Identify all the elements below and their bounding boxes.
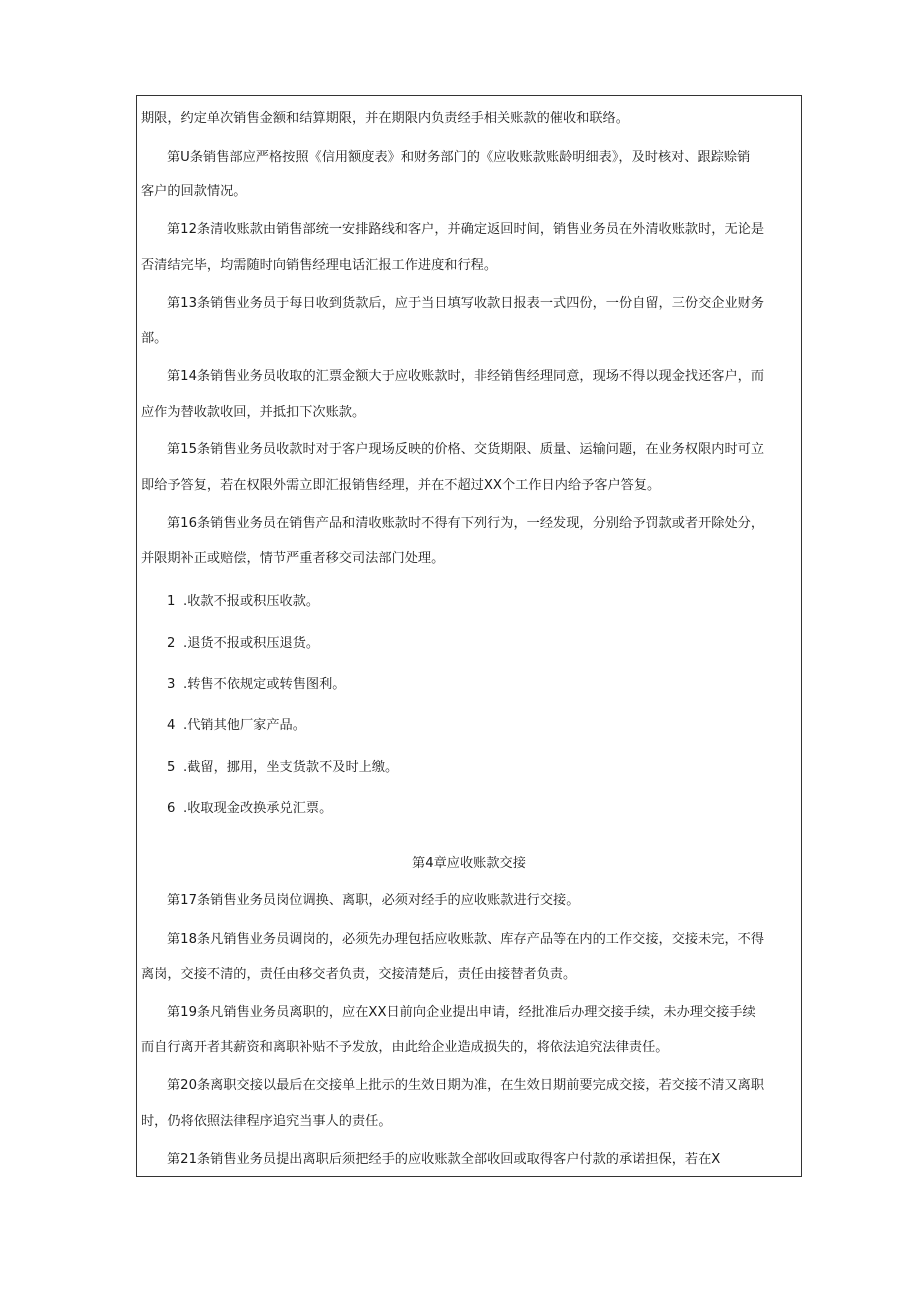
list-item — [141, 799, 797, 819]
article-20-line-2: 时，仍将依照法律程序追究当事人的责任。 — [141, 1114, 392, 1129]
list-item — [141, 758, 797, 778]
article-11-line-1: 第U条销售部应严格按照《信用额度表》和财务部门的《应收账款账龄明细表》，及时核对、跟踪赊销 — [167, 150, 751, 165]
article-21-line-1: 第21条销售业务员提出离职后须把经手的应收账款全部收回或取得客户付款的承诺担保，若在X — [167, 1152, 721, 1167]
article-13-line-2: 部。 — [141, 331, 168, 346]
list-item-number: 1 — [167, 594, 176, 609]
list-item-text: .退货不报或积压退货。 — [183, 636, 320, 651]
document-frame — [136, 95, 802, 1177]
list-item — [141, 634, 797, 654]
document-body — [141, 96, 797, 1176]
chapter-title: 第4章应收账款交接 — [412, 856, 526, 871]
list-item-text: .收款不报或积压收款。 — [183, 594, 320, 609]
article-12-line-1: 第12条清收账款由销售部统一安排路线和客户，并确定返回时间，销售业务员在外清收账款时，无论是 — [167, 222, 765, 237]
list-item-text: .收取现金改换承兑汇票。 — [183, 801, 333, 816]
list-item-number: 5 — [167, 760, 176, 775]
article-12-line-2: 否清结完毕，均需随时向销售经理电话汇报工作进度和行程。 — [141, 258, 498, 273]
list-item-text: .截留，挪用，坐支货款不及时上缴。 — [183, 760, 399, 775]
article-16-line-2: 并限期补正或赔偿，情节严重者移交司法部门处理。 — [141, 551, 445, 566]
article-13-line-1: 第13条销售业务员于每日收到货款后，应于当日填写收款日报表一式四份，一份自留，三份交企业财务 — [167, 296, 765, 311]
article-18-line-2: 离岗，交接不清的，责任由移交者负责，交接清楚后，责任由接替者负责。 — [141, 967, 577, 982]
article-17-line-1: 第17条销售业务员岗位调换、离职，必须对经手的应收账款进行交接。 — [167, 893, 580, 908]
list-item-text: .代销其他厂家产品。 — [183, 718, 306, 733]
article-15-line-2: 即给予答复，若在权限外需立即汇报销售经理，并在不超过XX个工作日内给予客户答复。 — [141, 478, 661, 493]
article-19-line-2: 而自行离开者其薪资和离职补贴不予发放，由此给企业造成损失的，将依法追究法律责任。 — [141, 1040, 669, 1055]
article-14-line-1: 第14条销售业务员收取的汇票金额大于应收账款时，非经销售经理同意，现场不得以现金找还客户，而 — [167, 369, 765, 384]
article-15-line-1: 第15条销售业务员收款时对于客户现场反映的价格、交货期限、质量、运输问题，在业务权限内时可立 — [167, 442, 765, 457]
list-item-number: 3 — [167, 677, 176, 692]
article-14-line-2: 应作为替收款收回，并抵扣下次账款。 — [141, 405, 366, 420]
list-item-number: 6 — [167, 801, 176, 816]
article-20-line-1: 第20条离职交接以最后在交接单上批示的生效日期为准，在生效日期前要完成交接，若交接不清又离职 — [167, 1078, 765, 1093]
list-item-text: .转售不依规定或转售图利。 — [183, 677, 346, 692]
article-19-line-1: 第19条凡销售业务员离职的，应在XX日前向企业提出申请，经批准后办理交接手续，未办理交接手续 — [167, 1005, 756, 1020]
list-item — [141, 675, 797, 695]
paragraph-line: 期限，约定单次销售金额和结算期限，并在期限内负责经手相关账款的催收和联络。 — [141, 111, 629, 126]
article-16-line-1: 第16条销售业务员在销售产品和清收账款时不得有下列行为，一经发现，分别给予罚款或者开除处分， — [167, 516, 765, 531]
list-item — [141, 716, 797, 736]
list-item — [141, 592, 797, 612]
list-item-number: 4 — [167, 718, 176, 733]
list-item-number: 2 — [167, 636, 176, 651]
article-11-line-2: 客户的回款情况。 — [141, 184, 247, 199]
article-18-line-1: 第18条凡销售业务员调岗的，必须先办理包括应收账款、库存产品等在内的工作交接，交接未完，不得 — [167, 932, 765, 947]
